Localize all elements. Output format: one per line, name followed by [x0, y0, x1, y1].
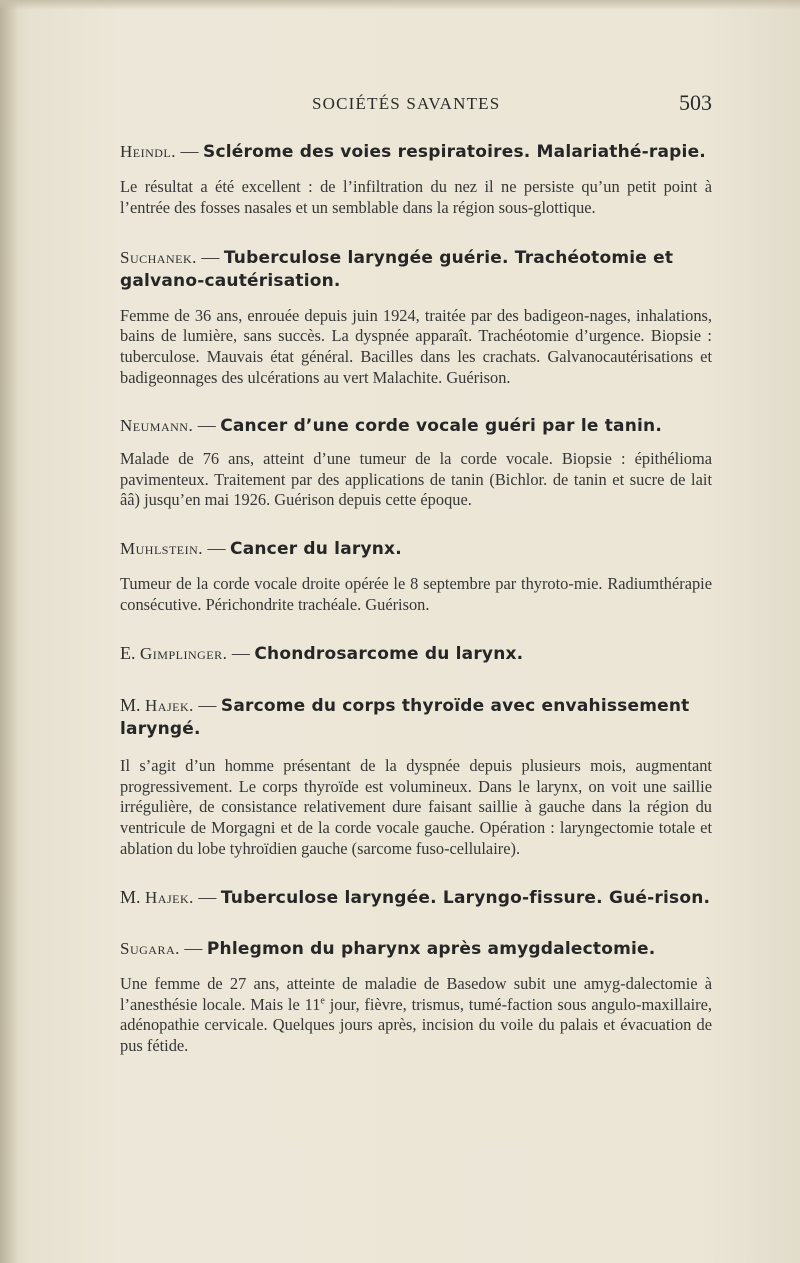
entry-dash: —: [231, 642, 250, 663]
entry-dash: —: [197, 414, 216, 435]
page-number: 503: [679, 90, 712, 115]
entry-subject: Sclérome des voies respiratoires. Malariathé-rapie.: [203, 142, 706, 162]
entry-subject: Tuberculose laryngée guérie. Trachéotomie et galvano-cautérisation.: [120, 247, 674, 291]
entry-author: Sugara.: [120, 938, 180, 958]
entry-title: [120, 694, 712, 740]
entry-author: Muhlstein.: [120, 539, 204, 559]
entry-title: [120, 414, 712, 437]
article-column: [120, 140, 712, 1057]
entry-body-superscript: e: [320, 995, 325, 1007]
entry-body: Femme de 36 ans, enrouée depuis juin 1924, traitée par des badigeon-nages, inhalations, bains de lumière, sans succès. La dyspnée apparaît. Trachéotomie d’urgence. Biopsie : tuberculose. Mauvais état général. Bacilles dans les crachats. Galvanocautérisations et badigeonnages des ulcérations au vert Malachite. Guérison.: [120, 305, 712, 387]
entry-heindl: [120, 140, 712, 219]
entry-hajek-tuberculose: [120, 886, 712, 909]
entry-body: Le résultat a été excellent : de l’infiltration du nez il ne persiste qu’un petit point à l’entrée des fosses nasales et un semblable dans la région sous-glottique.: [120, 177, 712, 217]
entry-dash: —: [198, 694, 217, 715]
entry-body: Tumeur de la corde vocale droite opérée le 8 septembre par thyroto-mie. Radiumthérapie consécutive. Périchondrite trachéale. Guérison.: [120, 574, 712, 614]
entry-subject: Chondrosarcome du larynx.: [254, 643, 524, 664]
entry-subject: Sarcome du corps thyroïde avec envahissement laryngé.: [120, 695, 690, 739]
entry-body-part: Une femme de 27 ans, atteinte de maladie de Basedow subit une amyg-dalectomie à l’anesthésie locale. Mais le 11: [120, 973, 712, 1014]
entry-title: [120, 246, 712, 292]
entry-title: [120, 937, 712, 960]
entry-author-prefix: E.: [120, 642, 136, 663]
entry-author: Hajek.: [145, 887, 194, 907]
page-header: [120, 92, 712, 120]
entry-dash: —: [184, 937, 203, 958]
page-binding-shadow: [0, 0, 18, 1263]
entry-dash: —: [180, 141, 199, 161]
entry-dash: —: [207, 538, 226, 559]
entry-body: Il s’agit d’un homme présentant de la dyspnée depuis plusieurs mois, augmentant progressivement. Le corps thyroïde est volumineux. Dans le larynx, on voit une saillie irrégulière, de consistance relativement dure faisant saillie à gauche dans la région du ventricule de Morgagni et de la corde vocale gauche. Opération : laryngectomie totale et ablation du lobe tyhroïdien gauche (sarcome fuso-cellulaire).: [120, 755, 712, 858]
entry-sugara: [120, 937, 712, 1057]
entry-title: [120, 537, 712, 560]
entry-neumann: [120, 414, 712, 511]
entry-subject: Phlegmon du pharynx après amygdalectomie.: [206, 938, 656, 959]
entry-author: Gimplinger.: [140, 643, 228, 663]
entry-dash: —: [198, 886, 217, 907]
entry-author: Hajek.: [145, 695, 194, 715]
entry-author: Heindl.: [120, 142, 177, 161]
entry-author: Neumann.: [120, 415, 194, 435]
entry-dash: —: [201, 246, 220, 267]
entry-body-part: jour, fièvre, trismus, tumé-faction sous angulo-maxillaire, adénopathie cervicale. Quelques jours après, incision du voile du palais et évacuation de pus fétide.: [120, 994, 712, 1056]
entry-hajek-sarcome: [120, 694, 712, 860]
page-top-shadow: [0, 0, 800, 10]
entry-gimplinger: [120, 642, 712, 665]
entry-author-prefix: M.: [120, 694, 141, 715]
entry-subject: Cancer d’une corde vocale guéri par le tanin.: [220, 415, 663, 436]
entry-title: [120, 140, 712, 163]
running-head: SOCIÉTÉS SAVANTES: [312, 94, 501, 113]
entry-title: [120, 642, 712, 665]
entry-subject: Tuberculose laryngée. Laryngo-fissure. Gué-rison.: [220, 887, 711, 908]
entry-subject: Cancer du larynx.: [230, 539, 402, 560]
entry-body: [120, 974, 712, 1057]
entry-muhlstein: [120, 537, 712, 616]
entry-suchanek: [120, 246, 712, 389]
entry-body: Malade de 76 ans, atteint d’une tumeur de la corde vocale. Biopsie : épithélioma pavimenteux. Traitement par des applications de tanin (Bichlor. de tanin et sucre de lait ââ) jusqu’en mai 1926. Guérison depuis cette époque.: [120, 448, 712, 510]
entry-title: [120, 886, 712, 909]
entry-author: Suchanek.: [120, 247, 197, 267]
entry-author-prefix: M.: [120, 886, 141, 907]
